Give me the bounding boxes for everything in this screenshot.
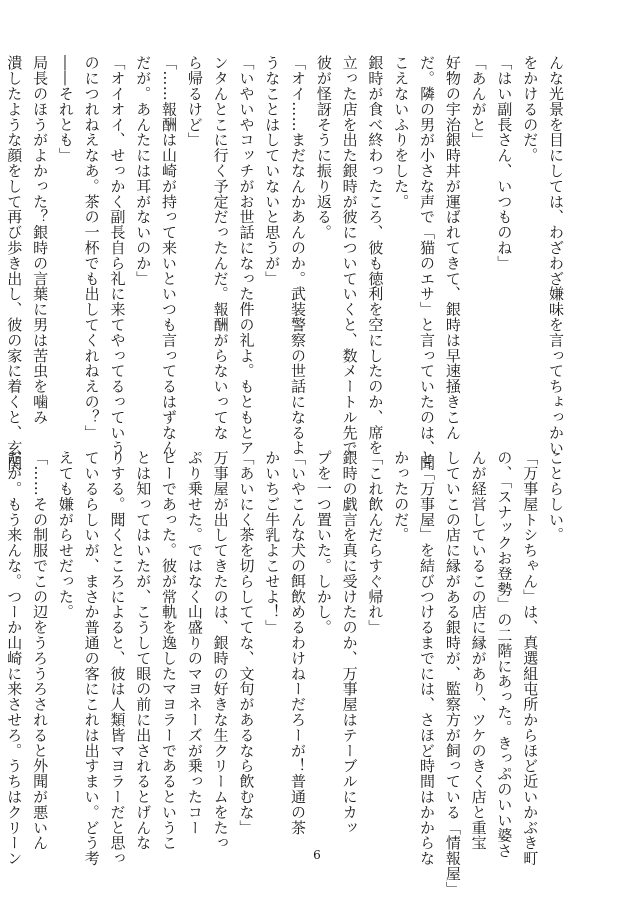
text-line: 万事屋が出してきたのは、銀時の好きな生クリームをたっ (211, 450, 230, 851)
text-line: んが経営しているこの店に縁があり、ツケのきく店と重宝 (469, 450, 488, 851)
text-line: 「これ飲んだらすぐ帰れ」 (366, 450, 385, 635)
text-line: のにつれねえなあ。茶の一杯でも出してくれねえの？」 (82, 55, 101, 440)
text-line: ンタんとこに行く予定だったんだ。報酬がらないってな (211, 55, 230, 440)
text-line: 「あいにく茶を切らしててな、文句があるなら飲むな」 (237, 450, 256, 835)
text-line: 彼が怪訝そうに振り返る。 (314, 55, 333, 240)
text-line: プを一つ置いた。しかし。 (314, 450, 333, 635)
text-line: 「いやいやコッチがお世話になった件の礼よ。もともとア (237, 55, 256, 456)
text-line: と「万事屋」を結びつけるまでには、さほど時間はかからな (418, 450, 437, 866)
text-line: の、「スナックお登勢」の二階にあった。きっぷのいい婆さ (495, 450, 514, 859)
text-line: 局長のほうがよかった？銀時の言葉に男は苦虫を噛み (31, 55, 50, 425)
text-line: をかけるのだ。 (521, 55, 540, 163)
text-line: んな光景を目にしては、わざわざ嫌味を言ってちょっかい (547, 55, 565, 456)
page-number: 6 (313, 848, 321, 862)
text-line: だが。あんたには耳がないのか」 (134, 55, 153, 286)
text-line: かったのだ。 (392, 450, 411, 543)
text-line: とは知ってはいたが、こうして眼の前に出されるとげんな (134, 450, 153, 851)
text-line: りする。聞くところによると、彼は人類皆マヨラーだと思っ (108, 450, 127, 866)
text-line: 「いやこんな犬の餌飲めるわけねーだろーが！普通の茶 (289, 450, 308, 835)
text-line: 「オイ……まだなんかあんのか。武装警察の世話になるよ (289, 55, 308, 456)
text-line: 「はい副長さん、いつものね」 (495, 55, 514, 271)
text-line: ら帰るけど」 (185, 55, 204, 148)
text-line: かいちご牛乳よこせよ！」 (263, 450, 282, 635)
text-line: 好物の宇治銀時丼が運ばれてきて、銀時は早速掻きこん (443, 55, 462, 440)
text-block-lower (5, 450, 568, 897)
text-line: ヒーであった。彼が常軌を逸したマヨラーであるというこ (160, 450, 179, 851)
text-line: 銀時の戯言を真に受けたのか、万事屋はテーブルにカッ (340, 450, 359, 835)
text-line: していこの店に縁がある銀時が、監察方が飼っている「情報屋」 (443, 450, 462, 897)
text-line: こえないふりをした。 (392, 55, 411, 209)
text-line: 「……報酬は山崎が持って来いといつも言ってるはずなん (160, 55, 179, 456)
text-line: 「あんがと」 (469, 55, 488, 148)
text-block-upper (5, 55, 568, 471)
text-line: だが。もう来んな。つーか山崎に来させろ。うちはクリーン (5, 450, 24, 866)
text-line: 立った店を出た銀時が彼についていくと、数メートル先で (340, 55, 359, 456)
text-line: ――それとも」 (56, 55, 75, 163)
text-line: ぷり乗せた。ではなく山盛りのマヨネーズが乗ったコー (185, 450, 204, 835)
text-line: 「万事屋トシちゃん」は、真選組屯所からほど近いかぶき町 (521, 450, 540, 866)
text-line: 「オイオイ、せっかく副長自ら礼に来てやってるっていう (108, 55, 127, 456)
text-line: うなことはしていないと思うが」 (263, 55, 282, 286)
text-line: 「……その制服でこの辺をうろうろされると外聞が悪いん (31, 450, 50, 851)
text-line: えても嫌がらせだった。 (56, 450, 75, 620)
text-line: ているらしいが、まさか普通の客にこれは出すまい。どう考 (82, 450, 101, 866)
text-line: ことらしい。 (547, 450, 565, 543)
text-line: 潰したような顔をして再び歩き出し、彼の家に着くと、玄関 (5, 55, 24, 471)
text-line: だ。隣の男が小さな声で「猫のエサ」と言っていたのは、聞 (418, 55, 437, 471)
text-line: 銀時が食べ終わったころ、彼も徳利を空にしたのか、席を (366, 55, 385, 456)
